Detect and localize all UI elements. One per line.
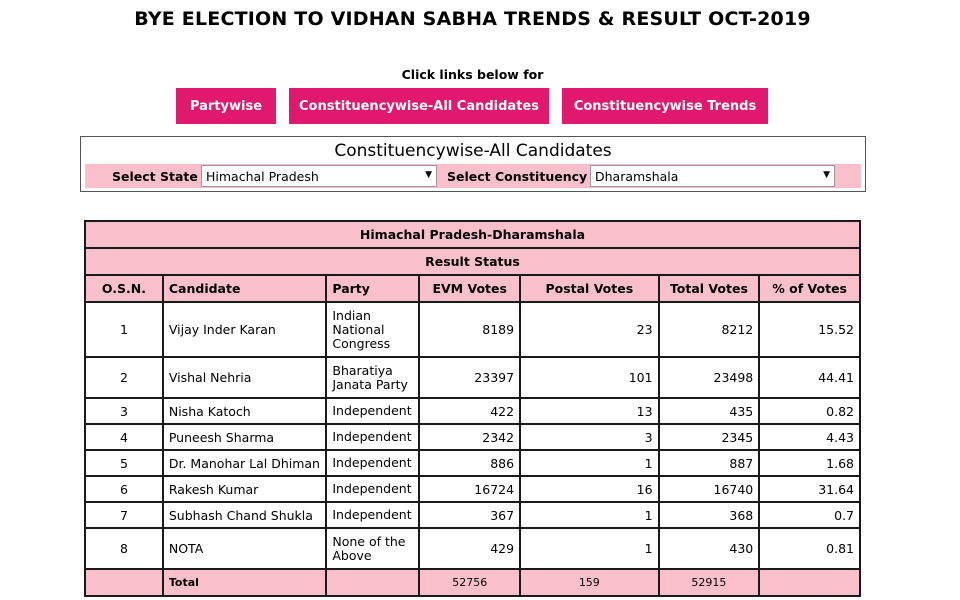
candidate-cell: Subhash Chand Shukla <box>163 502 327 528</box>
postal-votes-cell: 13 <box>520 398 659 424</box>
pct-votes-cell: 1.68 <box>759 450 860 476</box>
total-votes-cell: 430 <box>659 528 760 569</box>
total-row <box>85 569 860 596</box>
postal-votes-cell: 1 <box>520 528 659 569</box>
col-header-candidate: Candidate <box>163 275 327 302</box>
col-header-total-votes: Total Votes <box>659 275 760 302</box>
pct-votes-cell: 0.7 <box>759 502 860 528</box>
state-select-value: Himachal Pradesh <box>206 169 319 184</box>
evm-votes-cell: 2342 <box>419 424 520 450</box>
column-header-row <box>85 275 860 302</box>
evm-votes-cell: 23397 <box>419 357 520 398</box>
postal-votes-cell: 1 <box>520 502 659 528</box>
constituencywise-trends-button[interactable]: Constituencywise Trends <box>562 88 768 124</box>
postal-votes-cell: 16 <box>520 476 659 502</box>
total-votes-cell: 2345 <box>659 424 760 450</box>
table-row <box>85 398 860 424</box>
table-row <box>85 528 860 569</box>
osn-cell: 4 <box>85 424 163 450</box>
pct-votes-cell: 0.82 <box>759 398 860 424</box>
table-row <box>85 424 860 450</box>
total-evm: 52756 <box>419 569 520 596</box>
table-row <box>85 476 860 502</box>
selection-row <box>85 164 861 188</box>
party-cell: Independent <box>326 424 419 450</box>
party-cell: None of the Above <box>326 528 419 569</box>
evm-votes-cell: 429 <box>419 528 520 569</box>
osn-cell: 2 <box>85 357 163 398</box>
osn-cell: 5 <box>85 450 163 476</box>
total-votes-cell: 887 <box>659 450 760 476</box>
evm-votes-cell: 422 <box>419 398 520 424</box>
pct-votes-cell: 0.81 <box>759 528 860 569</box>
candidate-cell: Vishal Nehria <box>163 357 327 398</box>
dropdown-arrow-icon: ▼ <box>425 170 432 180</box>
osn-cell: 3 <box>85 398 163 424</box>
constituency-select[interactable] <box>590 165 835 187</box>
partywise-button[interactable]: Partywise <box>176 88 276 124</box>
table-row <box>85 450 860 476</box>
click-links-text: Click links below for <box>401 67 544 82</box>
constituency-label: Select Constituency <box>447 169 588 184</box>
results-table <box>84 220 861 597</box>
table-row <box>85 302 860 357</box>
party-cell: Independent <box>326 398 419 424</box>
osn-cell: 7 <box>85 502 163 528</box>
table-row <box>85 502 860 528</box>
postal-votes-cell: 23 <box>520 302 659 357</box>
total-votes-cell: 23498 <box>659 357 760 398</box>
pct-votes-cell: 44.41 <box>759 357 860 398</box>
candidate-cell: Nisha Katoch <box>163 398 327 424</box>
pct-votes-cell: 15.52 <box>759 302 860 357</box>
table-row <box>85 357 860 398</box>
party-cell: Independent <box>326 502 419 528</box>
osn-cell: 8 <box>85 528 163 569</box>
total-postal: 159 <box>520 569 659 596</box>
constituencywise-all-candidates-button[interactable]: Constituencywise-All Candidates <box>289 88 549 124</box>
postal-votes-cell: 101 <box>520 357 659 398</box>
total-empty-cell <box>85 569 163 596</box>
col-header-evm-votes: EVM Votes <box>419 275 520 302</box>
osn-cell: 6 <box>85 476 163 502</box>
col-header-postal-votes: Postal Votes <box>520 275 659 302</box>
candidate-cell: Rakesh Kumar <box>163 476 327 502</box>
total-label: Total <box>163 569 327 596</box>
result-status-heading: Result Status <box>85 248 860 275</box>
evm-votes-cell: 16724 <box>419 476 520 502</box>
evm-votes-cell: 8189 <box>419 302 520 357</box>
selection-panel <box>80 136 866 192</box>
total-votes-cell: 368 <box>659 502 760 528</box>
party-cell: Independent <box>326 476 419 502</box>
evm-votes-cell: 886 <box>419 450 520 476</box>
total-empty-cell <box>759 569 860 596</box>
constituency-select-value: Dharamshala <box>595 169 679 184</box>
party-cell: Indian National Congress <box>326 302 419 357</box>
candidate-cell: Puneesh Sharma <box>163 424 327 450</box>
col-header-pct-votes: % of Votes <box>759 275 860 302</box>
postal-votes-cell: 1 <box>520 450 659 476</box>
evm-votes-cell: 367 <box>419 502 520 528</box>
state-select[interactable] <box>201 165 437 187</box>
candidate-cell: Dr. Manohar Lal Dhiman <box>163 450 327 476</box>
total-votes: 52915 <box>659 569 760 596</box>
constituency-heading: Himachal Pradesh-Dharamshala <box>85 221 860 248</box>
total-votes-cell: 8212 <box>659 302 760 357</box>
dropdown-arrow-icon: ▼ <box>823 170 830 180</box>
party-cell: Bharatiya Janata Party <box>326 357 419 398</box>
postal-votes-cell: 3 <box>520 424 659 450</box>
state-label: Select State <box>112 169 198 184</box>
page-title: BYE ELECTION TO VIDHAN SABHA TRENDS & RESULT OCT-2019 <box>134 8 811 30</box>
col-header-osn: O.S.N. <box>85 275 163 302</box>
party-cell: Independent <box>326 450 419 476</box>
total-votes-cell: 435 <box>659 398 760 424</box>
osn-cell: 1 <box>85 302 163 357</box>
candidate-cell: NOTA <box>163 528 327 569</box>
total-empty-cell <box>326 569 419 596</box>
pct-votes-cell: 4.43 <box>759 424 860 450</box>
candidate-cell: Vijay Inder Karan <box>163 302 327 357</box>
pct-votes-cell: 31.64 <box>759 476 860 502</box>
total-votes-cell: 16740 <box>659 476 760 502</box>
selection-panel-title: Constituencywise-All Candidates <box>334 141 612 161</box>
col-header-party: Party <box>326 275 419 302</box>
